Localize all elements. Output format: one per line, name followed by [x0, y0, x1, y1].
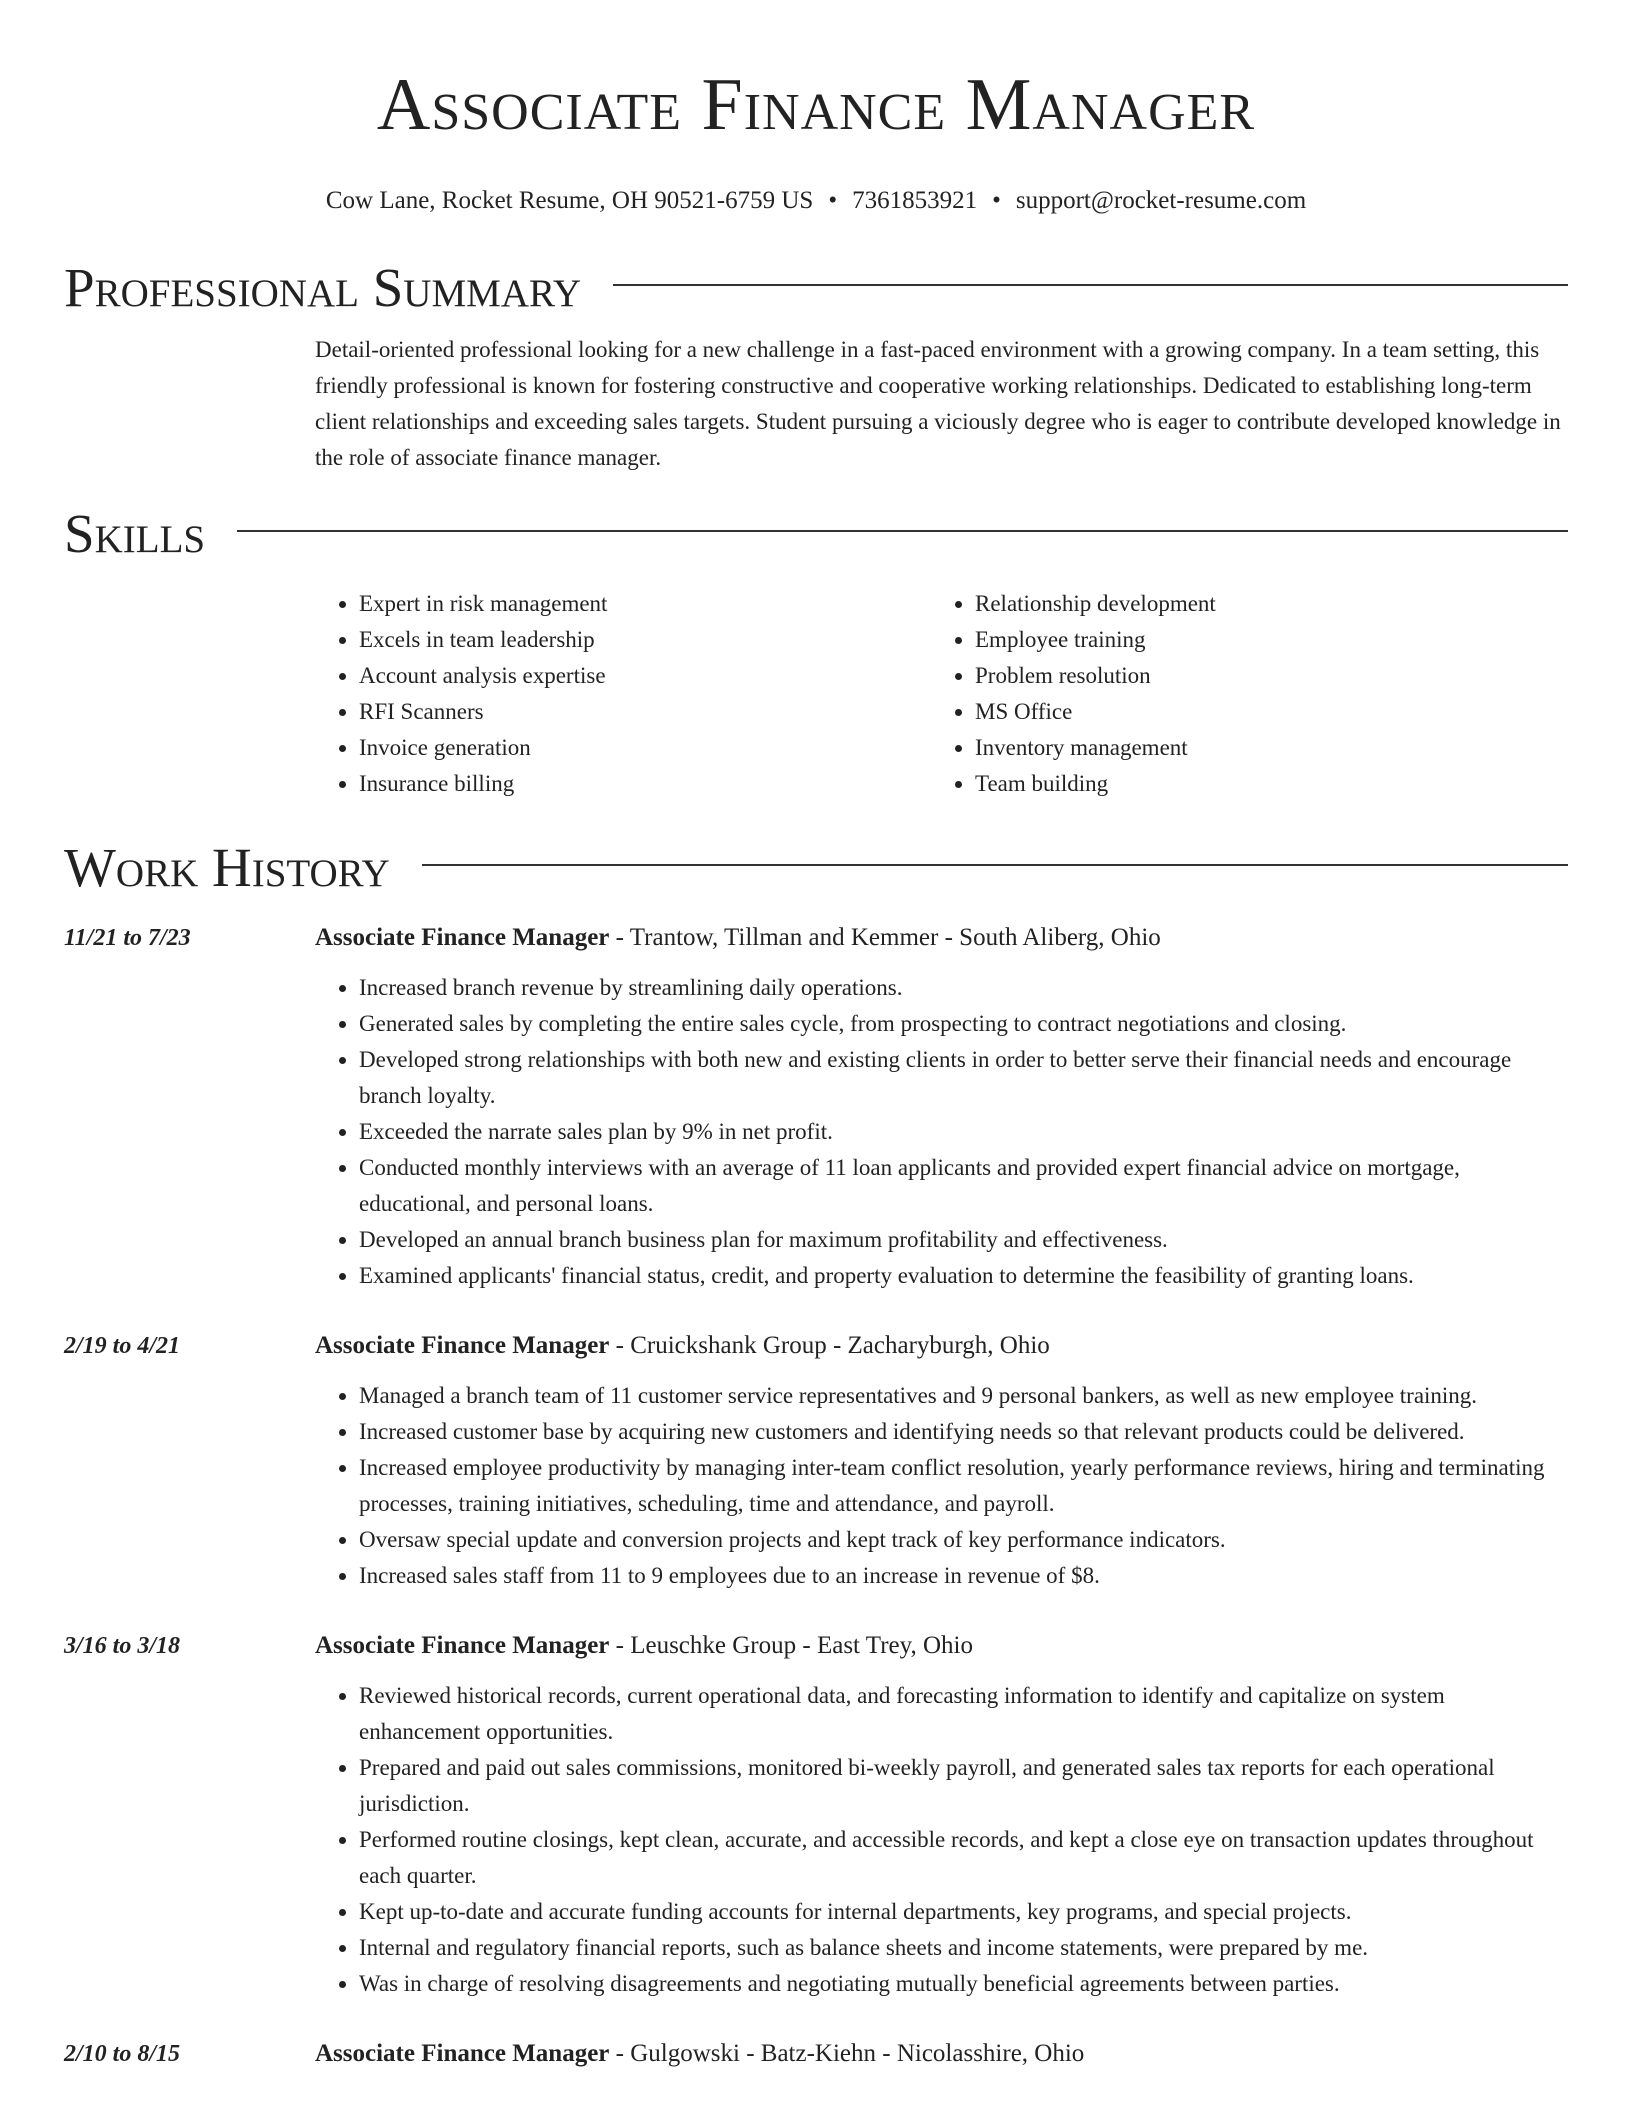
job-title-line [315, 1328, 1632, 1364]
job-bullet: • Developed strong relationships with both new and existing clients in order to better serve their financial needs and encourage branch loyalty. [359, 1042, 1568, 1114]
job-bullet: • Managed a branch team of 11 customer service representatives and 9 personal bankers, as well as new employee training. [359, 1378, 1568, 1414]
skill-item: • Relationship development [975, 586, 1216, 622]
job-title: Associate Finance Manager [315, 2040, 610, 2067]
contact-phone: 7361853921 [852, 187, 978, 214]
skill-item: • Employee training [975, 622, 1216, 658]
job-bullets [315, 1678, 1568, 2002]
job-entry [0, 1328, 1632, 1594]
job-bullet: • Kept up-to-date and accurate funding accounts for internal departments, key programs, and special projects. [359, 1894, 1568, 1930]
job-bullets [315, 1378, 1568, 1594]
summary-section-header [64, 256, 1568, 320]
job-bullet: • Examined applicants' financial status, credit, and property evaluation to determine the feasibility of granting loans. [359, 1258, 1568, 1294]
job-bullet: • Increased employee productivity by managing inter-team conflict resolution, yearly performance reviews, hiring and terminating processes, training initiatives, scheduling, time and attendance, and payroll. [359, 1450, 1568, 1522]
job-bullet: • Reviewed historical records, current operational data, and forecasting information to identify and capitalize on system enhancement opportunities. [359, 1678, 1568, 1750]
job-bullet: • Internal and regulatory financial reports, such as balance sheets and income statements, were prepared by me. [359, 1930, 1568, 1966]
job-dates: 3/16 to 3/18 [64, 1633, 181, 1659]
skill-item: • Insurance billing [359, 766, 931, 802]
skill-item: • Team building [975, 766, 1216, 802]
job-title-line [315, 2036, 1632, 2072]
work-section-header [64, 836, 1568, 900]
skill-item: • MS Office [975, 694, 1216, 730]
job-company: - Cruickshank Group - Zacharyburgh, Ohio [609, 1332, 1050, 1359]
job-company: - Trantow, Tillman and Kemmer - South Aliberg, Ohio [609, 924, 1161, 951]
work-heading: Work History [64, 837, 390, 898]
job-title: Associate Finance Manager [315, 924, 610, 951]
job-bullet: • Generated sales by completing the entire sales cycle, from prospecting to contract negotiations and closing. [359, 1006, 1568, 1042]
job-bullets [315, 970, 1568, 1294]
skill-item: • Invoice generation [359, 730, 931, 766]
section-divider [613, 284, 1568, 286]
job-bullet: • Increased customer base by acquiring new customers and identifying needs so that relevant products could be delivered. [359, 1414, 1568, 1450]
job-title-line [315, 920, 1632, 956]
job-bullet: • Increased branch revenue by streamlining daily operations. [359, 970, 1568, 1006]
job-title: Associate Finance Manager [315, 1632, 610, 1659]
job-bullet: • Was in charge of resolving disagreements and negotiating mutually beneficial agreements between parties. [359, 1966, 1568, 2002]
section-divider [237, 530, 1568, 532]
job-bullet: • Oversaw special update and conversion projects and kept track of key performance indicators. [359, 1522, 1568, 1558]
job-company: - Leuschke Group - East Trey, Ohio [609, 1632, 973, 1659]
skills-heading: Skills [64, 503, 206, 564]
skill-item: • Problem resolution [975, 658, 1216, 694]
contact-line [0, 186, 1632, 216]
job-title: Associate Finance Manager [315, 1332, 610, 1359]
job-dates: 11/21 to 7/23 [64, 925, 191, 951]
skills-column-left [315, 586, 931, 802]
job-entry [0, 1628, 1632, 2002]
skills-section-header [64, 502, 1568, 566]
skill-item: • Inventory management [975, 730, 1216, 766]
resume-name: Associate Finance Manager [376, 64, 1256, 146]
job-bullet: • Conducted monthly interviews with an average of 11 loan applicants and provided expert financial advice on mortgage, educational, and personal loans. [359, 1150, 1568, 1222]
job-entry [0, 2036, 1632, 2072]
skill-item: • Account analysis expertise [359, 658, 931, 694]
job-dates: 2/10 to 8/15 [64, 2041, 181, 2067]
section-divider [422, 864, 1568, 866]
job-bullet: • Performed routine closings, kept clean, accurate, and accessible records, and kept a close eye on transaction updates throughout each quarter. [359, 1822, 1568, 1894]
summary-text: Detail-oriented professional looking for a new challenge in a fast-paced environment with a growing company. In a team setting, this friendly professional is known for fostering constructive and cooperative working relationships. Dedicated to establishing long-term client relationships and exceeding sales targets. Student pursuing a viciously degree who is eager to contribute developed knowledge in the role of associate finance manager. [315, 337, 1561, 470]
job-entry [0, 920, 1632, 1294]
job-company: - Gulgowski - Batz-Kiehn - Nicolasshire, Ohio [609, 2040, 1085, 2067]
contact-address: Cow Lane, Rocket Resume, OH 90521-6759 US [325, 187, 814, 214]
contact-separator: • [828, 187, 838, 214]
summary-heading: Professional Summary [64, 257, 582, 318]
contact-separator: • [992, 187, 1001, 214]
job-bullet: • Exceeded the narrate sales plan by 9% in net profit. [359, 1114, 1568, 1150]
job-bullet: • Prepared and paid out sales commissions, monitored bi-weekly payroll, and generated sales tax reports for each operational jurisdiction. [359, 1750, 1568, 1822]
skill-item: • Excels in team leadership [359, 622, 931, 658]
skills-column-right [931, 586, 1216, 802]
contact-email: support@rocket-resume.com [1015, 187, 1307, 214]
job-title-line [315, 1628, 1632, 1664]
job-dates: 2/19 to 4/21 [64, 1333, 181, 1359]
job-bullet: • Increased sales staff from 11 to 9 employees due to an increase in revenue of $8. [359, 1558, 1568, 1594]
skill-item: • Expert in risk management [359, 586, 931, 622]
skill-item: • RFI Scanners [359, 694, 931, 730]
job-bullet: • Developed an annual branch business plan for maximum profitability and effectiveness. [359, 1222, 1568, 1258]
skills-list [315, 586, 1568, 802]
